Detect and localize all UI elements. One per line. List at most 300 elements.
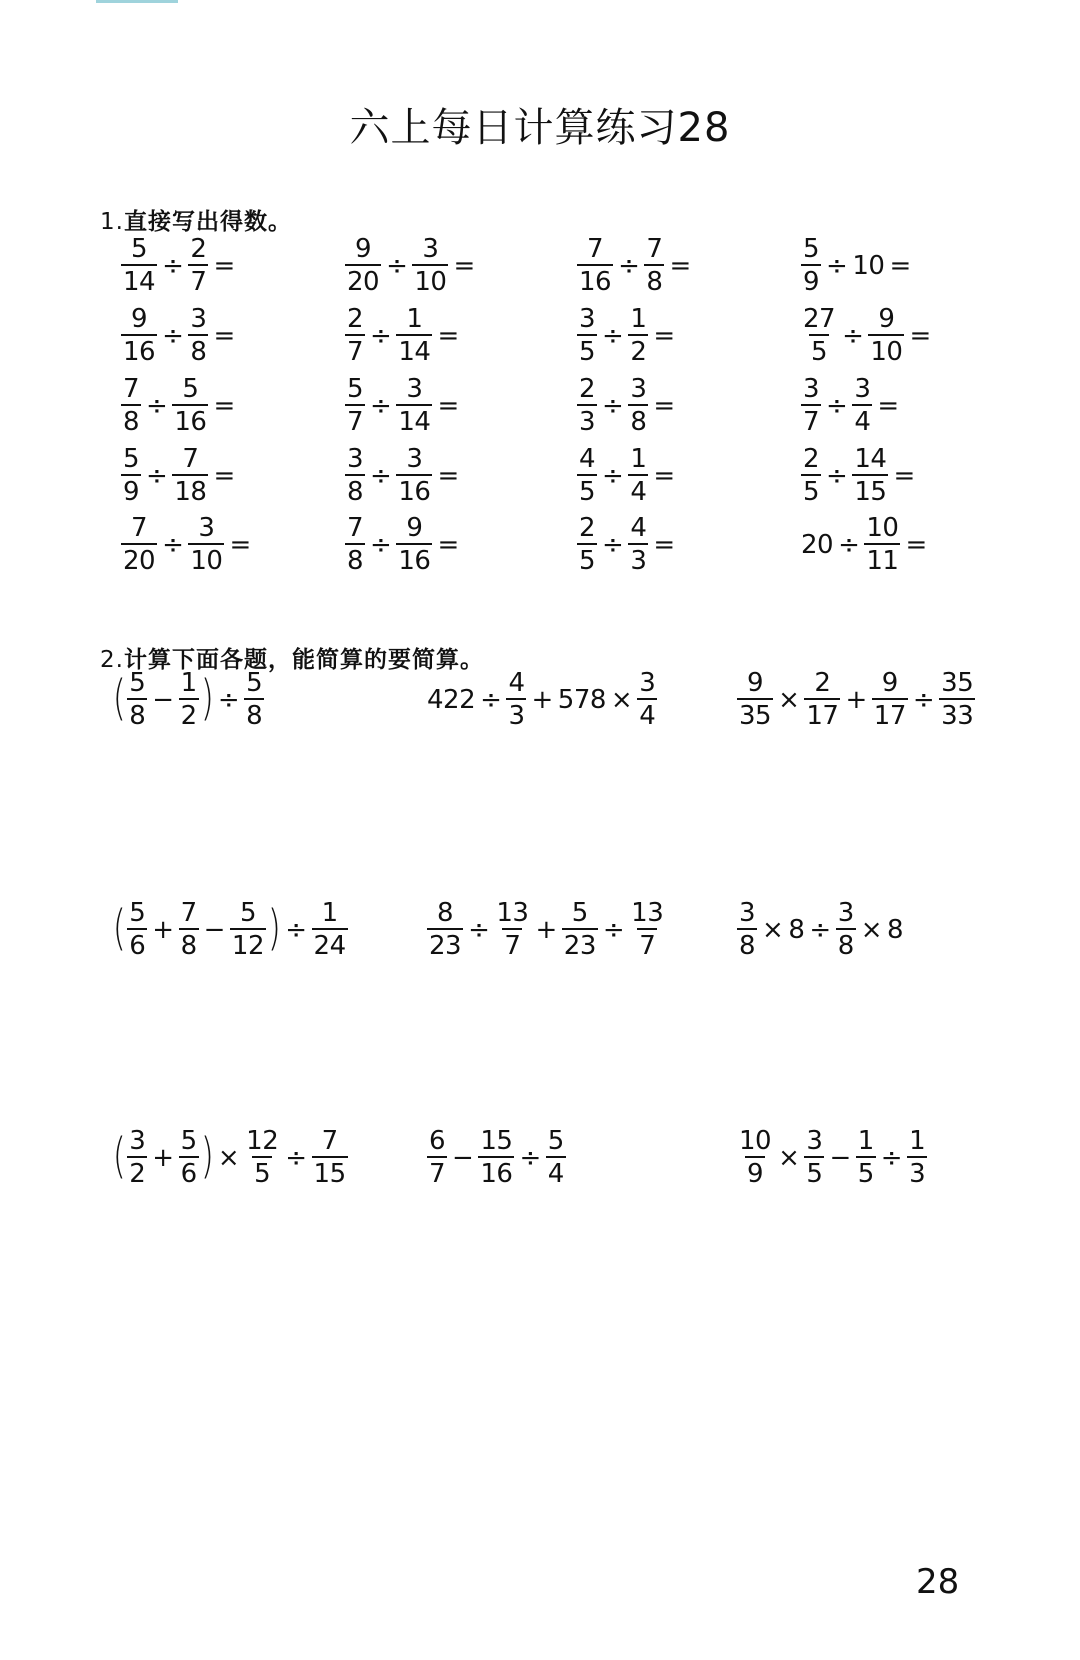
operator: = [653, 320, 675, 351]
denominator: 7 [427, 1156, 447, 1187]
numerator: 5 [180, 1126, 197, 1156]
fraction [345, 306, 365, 365]
operator: ÷ [602, 914, 625, 945]
fraction [412, 236, 448, 295]
denominator: 3 [506, 698, 526, 729]
denominator: 8 [628, 404, 648, 435]
denominator: 7 [188, 264, 208, 295]
operator: ÷ [146, 390, 168, 421]
numerator: 9 [131, 304, 148, 334]
problem-18 [344, 515, 463, 574]
operator: ÷ [602, 529, 624, 560]
operator: ÷ [370, 529, 392, 560]
fraction [801, 306, 837, 365]
problem-6 [344, 306, 463, 365]
numerator: 3 [854, 374, 871, 404]
numerator: 2 [803, 444, 820, 474]
numerator: 3 [630, 374, 647, 404]
problem-4 [800, 236, 915, 295]
problem-8 [426, 1128, 567, 1187]
page-number: 28 [916, 1562, 960, 1602]
denominator: 11 [864, 543, 900, 574]
fraction [856, 1128, 876, 1187]
operator: × [860, 914, 883, 945]
operator: ÷ [912, 684, 935, 715]
denominator: 8 [188, 334, 208, 365]
problem-20 [800, 515, 931, 574]
operator: ÷ [602, 390, 624, 421]
problem-5 [426, 900, 666, 959]
numerator: 2 [347, 304, 364, 334]
denominator: 14 [396, 334, 432, 365]
section-1-heading [100, 203, 292, 236]
operator: = [437, 460, 459, 491]
fraction [396, 376, 432, 435]
denominator: 6 [127, 928, 147, 959]
operator: = [437, 529, 459, 560]
problem-4 [112, 900, 349, 959]
numerator: 3 [190, 304, 207, 334]
fraction [801, 446, 821, 505]
right-paren: ) [200, 1127, 214, 1184]
section-2-text: 计算下面各题，能简算的要简算。 [123, 647, 484, 673]
fraction [852, 376, 872, 435]
numerator: 6 [429, 1126, 446, 1156]
operator: × [610, 684, 633, 715]
problem-2 [344, 236, 479, 295]
numerator: 3 [422, 234, 439, 264]
integer: 10 [852, 250, 885, 281]
operator: = [909, 320, 931, 351]
fraction [230, 900, 266, 959]
numerator: 5 [803, 234, 820, 264]
numerator: 35 [941, 668, 974, 698]
operator: ÷ [842, 320, 864, 351]
problem-10 [344, 376, 463, 435]
denominator: 10 [412, 264, 448, 295]
operator: − [452, 1142, 474, 1173]
problem-14 [344, 446, 463, 505]
denominator: 16 [121, 334, 157, 365]
fraction [628, 376, 648, 435]
fraction [836, 900, 856, 959]
denominator: 3 [628, 543, 648, 574]
operator: = [213, 250, 235, 281]
operator: = [213, 460, 235, 491]
numerator: 7 [123, 374, 140, 404]
denominator: 10 [188, 543, 224, 574]
denominator: 3 [577, 404, 597, 435]
operator: + [152, 1142, 174, 1173]
operator: ÷ [880, 1142, 903, 1173]
operator: ÷ [468, 914, 490, 945]
denominator: 3 [907, 1156, 927, 1187]
denominator: 2 [179, 698, 199, 729]
denominator: 5 [804, 1156, 824, 1187]
numerator: 4 [579, 444, 596, 474]
denominator: 5 [801, 474, 821, 505]
operator: = [905, 529, 927, 560]
problem-2 [426, 670, 658, 729]
problem-1 [120, 236, 239, 295]
denominator: 7 [801, 404, 821, 435]
problem-19 [576, 515, 679, 574]
fraction [804, 1128, 824, 1187]
denominator: 8 [345, 474, 365, 505]
operator: ÷ [285, 1142, 307, 1173]
numerator: 5 [347, 374, 364, 404]
problem-1 [112, 670, 265, 729]
numerator: 3 [806, 1126, 823, 1156]
numerator: 3 [198, 513, 215, 543]
numerator: 4 [630, 513, 647, 543]
numerator: 2 [579, 513, 596, 543]
operator: = [893, 460, 915, 491]
fraction [345, 515, 365, 574]
denominator: 5 [577, 474, 597, 505]
operator: ÷ [162, 250, 184, 281]
denominator: 4 [852, 404, 872, 435]
operator: + [531, 684, 553, 715]
fraction [121, 376, 141, 435]
denominator: 8 [644, 264, 664, 295]
integer: 8 [788, 914, 805, 945]
operator: ÷ [370, 320, 392, 351]
left-paren: ( [112, 669, 126, 726]
fraction [396, 446, 432, 505]
operator: = [437, 390, 459, 421]
fraction [345, 446, 365, 505]
fraction [852, 446, 888, 505]
numerator: 9 [881, 668, 898, 698]
fraction [868, 306, 904, 365]
fraction [179, 900, 199, 959]
denominator: 7 [502, 928, 522, 959]
numerator: 7 [131, 513, 148, 543]
fraction [737, 1128, 773, 1187]
numerator: 1 [180, 668, 197, 698]
numerator: 14 [854, 444, 887, 474]
denominator: 2 [628, 334, 648, 365]
numerator: 7 [347, 513, 364, 543]
operator: = [653, 390, 675, 421]
operator: ÷ [602, 460, 624, 491]
denominator: 20 [121, 543, 157, 574]
fraction [188, 236, 208, 295]
denominator: 8 [121, 404, 141, 435]
numerator: 3 [837, 898, 854, 928]
denominator: 9 [745, 1156, 765, 1187]
fraction [172, 376, 208, 435]
right-paren: ) [200, 669, 214, 726]
denominator: 8 [127, 698, 147, 729]
fraction [427, 900, 463, 959]
problem-7 [112, 1128, 349, 1187]
problem-7 [576, 306, 679, 365]
fraction [494, 900, 530, 959]
denominator: 14 [396, 404, 432, 435]
operator: = [653, 529, 675, 560]
operator: = [669, 250, 691, 281]
denominator: 17 [804, 698, 840, 729]
problem-9 [120, 376, 239, 435]
operator: × [217, 1142, 240, 1173]
section-1-text: 直接写出得数。 [123, 209, 292, 235]
denominator: 18 [172, 474, 208, 505]
fraction [939, 670, 975, 729]
numerator: 5 [246, 668, 263, 698]
numerator: 7 [587, 234, 604, 264]
denominator: 5 [809, 334, 829, 365]
numerator: 7 [321, 1126, 338, 1156]
problem-8 [800, 306, 935, 365]
fraction [628, 515, 648, 574]
denominator: 16 [396, 474, 432, 505]
section-1-number: 1. [100, 209, 124, 235]
denominator: 5 [856, 1156, 876, 1187]
numerator: 3 [129, 1126, 146, 1156]
numerator: 2 [814, 668, 831, 698]
integer: 578 [557, 684, 606, 715]
fraction [737, 670, 773, 729]
fraction [644, 236, 664, 295]
problem-15 [576, 446, 679, 505]
numerator: 3 [639, 668, 656, 698]
integer: 8 [887, 914, 904, 945]
operator: ÷ [838, 529, 860, 560]
denominator: 15 [312, 1156, 348, 1187]
operator: ÷ [285, 914, 307, 945]
numerator: 3 [406, 444, 423, 474]
fraction [345, 236, 381, 295]
denominator: 35 [737, 698, 773, 729]
numerator: 5 [182, 374, 199, 404]
denominator: 5 [577, 543, 597, 574]
problem-13 [120, 446, 239, 505]
operator: − [829, 1142, 851, 1173]
fraction [628, 446, 648, 505]
fraction [546, 1128, 566, 1187]
fraction [427, 1128, 447, 1187]
denominator: 23 [562, 928, 598, 959]
numerator: 10 [866, 513, 899, 543]
denominator: 9 [121, 474, 141, 505]
numerator: 5 [571, 898, 588, 928]
operator: ÷ [370, 390, 392, 421]
operator: ÷ [386, 250, 408, 281]
fraction [506, 670, 526, 729]
denominator: 12 [230, 928, 266, 959]
denominator: 10 [868, 334, 904, 365]
fraction [629, 900, 665, 959]
fraction [577, 515, 597, 574]
denominator: 5 [252, 1156, 272, 1187]
operator: ÷ [162, 320, 184, 351]
left-paren: ( [112, 1127, 126, 1184]
numerator: 1 [909, 1126, 926, 1156]
fraction [121, 306, 157, 365]
fraction [637, 670, 657, 729]
operator: ÷ [370, 460, 392, 491]
operator: ÷ [162, 529, 184, 560]
problem-17 [120, 515, 255, 574]
denominator: 14 [121, 264, 157, 295]
operator: + [152, 914, 174, 945]
numerator: 1 [406, 304, 423, 334]
numerator: 3 [803, 374, 820, 404]
fraction [804, 670, 840, 729]
problem-6 [736, 900, 904, 959]
operator: ÷ [602, 320, 624, 351]
fraction [478, 1128, 514, 1187]
problem-9 [736, 1128, 928, 1187]
fraction [345, 376, 365, 435]
problem-11 [576, 376, 679, 435]
fraction [864, 515, 900, 574]
fraction [737, 900, 757, 959]
denominator: 9 [801, 264, 821, 295]
fraction [562, 900, 598, 959]
operator: − [152, 684, 174, 715]
fraction [127, 670, 147, 729]
problem-3 [736, 670, 976, 729]
numerator: 8 [437, 898, 454, 928]
section-2-number: 2. [100, 647, 124, 673]
fraction [121, 236, 157, 295]
fraction [121, 446, 141, 505]
numerator: 12 [246, 1126, 279, 1156]
operator: ÷ [519, 1142, 541, 1173]
numerator: 3 [406, 374, 423, 404]
operator: ÷ [826, 460, 848, 491]
fraction [577, 236, 613, 295]
fraction [801, 236, 821, 295]
numerator: 7 [646, 234, 663, 264]
numerator: 2 [579, 374, 596, 404]
problem-16 [800, 446, 919, 505]
numerator: 1 [321, 898, 338, 928]
numerator: 2 [190, 234, 207, 264]
numerator: 5 [129, 898, 146, 928]
numerator: 5 [129, 668, 146, 698]
fraction [244, 670, 264, 729]
numerator: 13 [631, 898, 664, 928]
operator: ÷ [826, 250, 848, 281]
right-paren: ) [267, 899, 281, 956]
denominator: 7 [345, 404, 365, 435]
numerator: 7 [182, 444, 199, 474]
fraction [127, 1128, 147, 1187]
fraction [179, 1128, 199, 1187]
denominator: 17 [872, 698, 908, 729]
numerator: 15 [480, 1126, 513, 1156]
denominator: 4 [637, 698, 657, 729]
operator: ÷ [618, 250, 640, 281]
numerator: 5 [131, 234, 148, 264]
operator: × [762, 914, 784, 945]
operator: + [845, 684, 867, 715]
denominator: 8 [179, 928, 199, 959]
numerator: 3 [739, 898, 756, 928]
denominator: 33 [939, 698, 975, 729]
operator: ÷ [146, 460, 168, 491]
fraction [127, 900, 147, 959]
page-title: 六上每日计算练习28 [349, 105, 731, 151]
denominator: 5 [577, 334, 597, 365]
fraction [244, 1128, 280, 1187]
fraction [188, 306, 208, 365]
denominator: 2 [127, 1156, 147, 1187]
denominator: 6 [179, 1156, 199, 1187]
fraction [312, 900, 348, 959]
problem-12 [800, 376, 903, 435]
fraction [179, 670, 199, 729]
denominator: 16 [172, 404, 208, 435]
denominator: 23 [427, 928, 463, 959]
denominator: 16 [577, 264, 613, 295]
numerator: 5 [547, 1126, 564, 1156]
denominator: 7 [637, 928, 657, 959]
integer: 20 [801, 529, 834, 560]
denominator: 16 [396, 543, 432, 574]
operator: − [203, 914, 225, 945]
fraction [121, 515, 157, 574]
numerator: 7 [180, 898, 197, 928]
fraction [396, 306, 432, 365]
denominator: 16 [478, 1156, 514, 1187]
denominator: 4 [628, 474, 648, 505]
left-paren: ( [112, 899, 126, 956]
operator: = [877, 390, 899, 421]
denominator: 7 [345, 334, 365, 365]
operator: × [778, 684, 800, 715]
numerator: 9 [747, 668, 764, 698]
numerator: 9 [355, 234, 372, 264]
operator: + [535, 914, 557, 945]
numerator: 3 [347, 444, 364, 474]
numerator: 5 [123, 444, 140, 474]
fraction [188, 515, 224, 574]
operator: = [889, 250, 911, 281]
fraction [628, 306, 648, 365]
problem-5 [120, 306, 239, 365]
denominator: 15 [852, 474, 888, 505]
numerator: 10 [739, 1126, 772, 1156]
top-edge-mark [96, 0, 178, 3]
operator: = [213, 320, 235, 351]
denominator: 4 [546, 1156, 566, 1187]
operator: = [213, 390, 235, 421]
operator: ÷ [826, 390, 848, 421]
numerator: 1 [630, 444, 647, 474]
problem-3 [576, 236, 695, 295]
fraction [312, 1128, 348, 1187]
numerator: 9 [878, 304, 895, 334]
fraction [907, 1128, 927, 1187]
fraction [801, 376, 821, 435]
denominator: 24 [312, 928, 348, 959]
operator: = [229, 529, 251, 560]
denominator: 20 [345, 264, 381, 295]
operator: = [437, 320, 459, 351]
numerator: 4 [508, 668, 525, 698]
fraction [577, 446, 597, 505]
numerator: 13 [496, 898, 529, 928]
denominator: 8 [345, 543, 365, 574]
fraction [872, 670, 908, 729]
numerator: 27 [803, 304, 836, 334]
denominator: 8 [244, 698, 264, 729]
